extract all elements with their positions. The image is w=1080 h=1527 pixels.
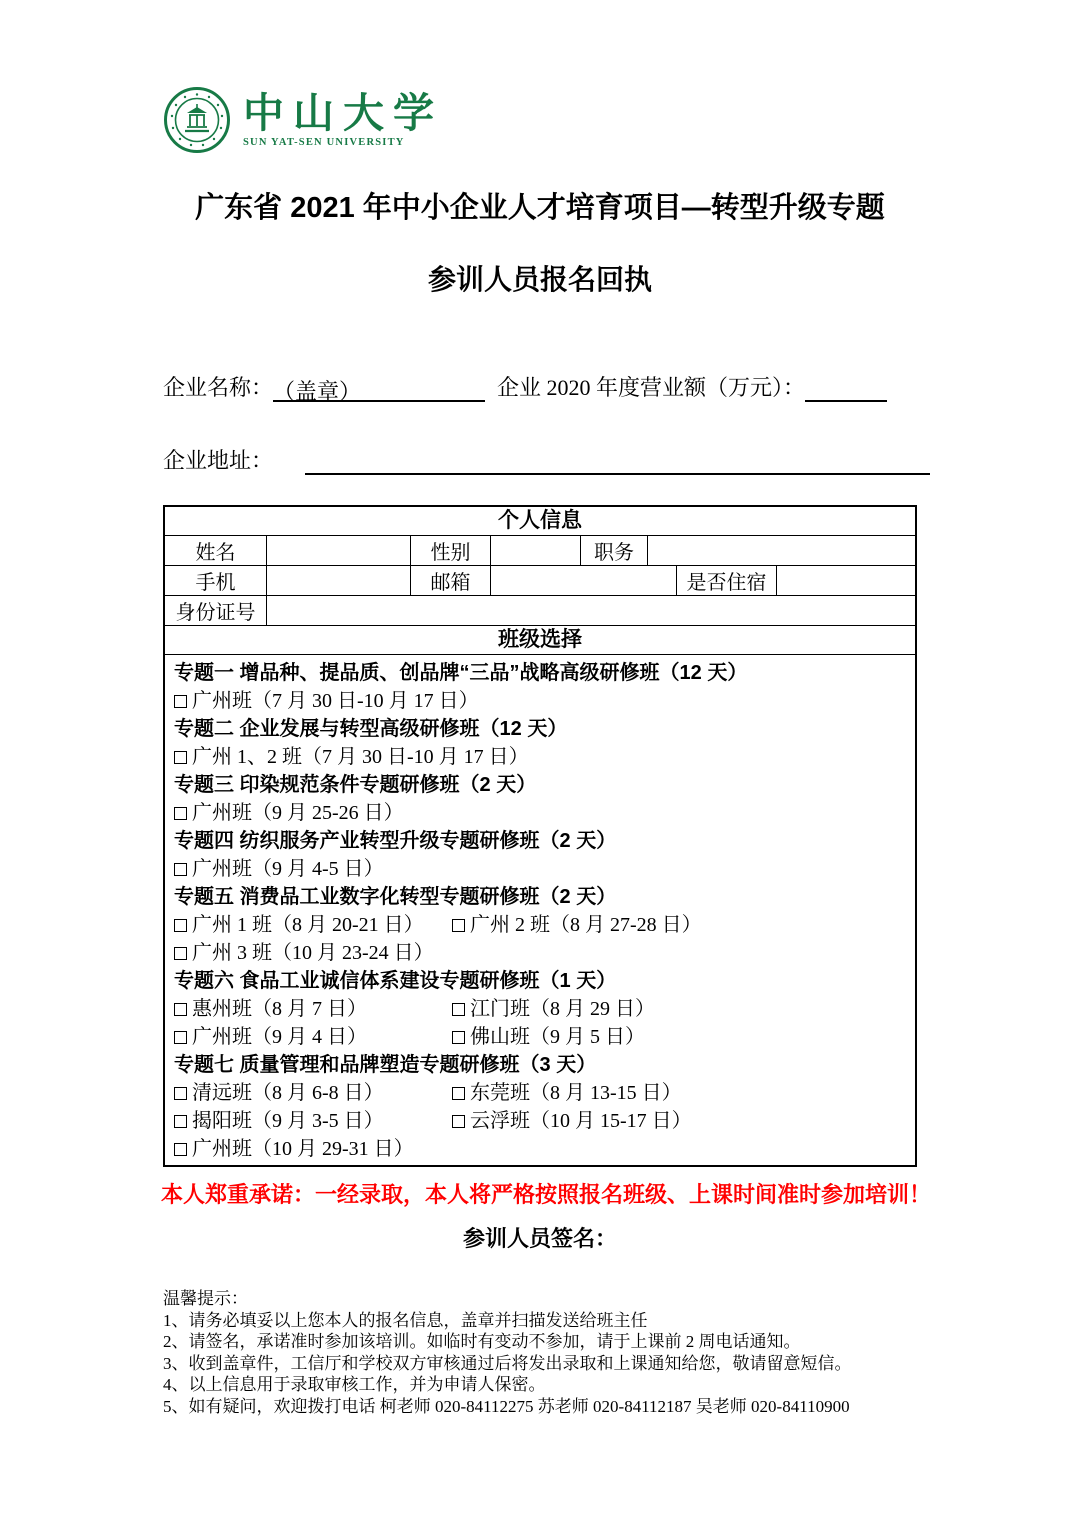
document-title: 广东省 2021 年中小企业人才培育项目—转型升级专题 <box>195 192 885 224</box>
class-option-label: 广州班（9 月 4 日） <box>192 1026 367 1048</box>
class-option-label: 广州班（9 月 25-26 日） <box>192 802 404 824</box>
class-option <box>174 1135 909 1163</box>
mobile-input-cell[interactable] <box>267 566 411 595</box>
email-input-cell[interactable] <box>491 566 677 595</box>
class-option <box>452 1023 909 1051</box>
company-address-label: 企业地址： <box>163 448 274 473</box>
class-option-checkbox[interactable] <box>452 1003 465 1016</box>
commitment-statement: 本人郑重承诺：一经录取，本人将严格按照报名班级、上课时间准时参加培训！ <box>161 1182 932 1207</box>
stamp-hint: （盖章） <box>273 379 362 404</box>
topic-title: 专题二 企业发展与转型高级研修班（12 天） <box>174 718 568 740</box>
mobile-label: 手机 <box>165 566 267 595</box>
class-option <box>174 939 909 967</box>
class-option-checkbox[interactable] <box>452 1031 465 1044</box>
class-option-checkbox[interactable] <box>452 1087 465 1100</box>
class-option-label: 东莞班（8 月 13-15 日） <box>470 1082 682 1104</box>
class-option <box>452 911 909 939</box>
topic-title: 专题六 食品工业诚信体系建设专题研修班（1 天） <box>174 970 617 992</box>
table-row-name <box>165 536 915 566</box>
class-option <box>452 1107 909 1135</box>
class-option-row <box>174 743 909 771</box>
class-option-checkbox[interactable] <box>174 1087 187 1100</box>
gender-input-cell[interactable] <box>491 536 581 565</box>
company-address-blank[interactable] <box>305 448 930 475</box>
class-option <box>174 1023 452 1051</box>
accommodation-label: 是否住宿 <box>677 566 777 595</box>
tips-header: 温馨提示： <box>163 1289 248 1308</box>
class-option-row <box>174 1107 909 1135</box>
class-option-checkbox[interactable] <box>452 919 465 932</box>
gender-label: 性别 <box>411 536 491 565</box>
class-option-label: 云浮班（10 月 15-17 日） <box>470 1110 692 1132</box>
class-option-row <box>174 687 909 715</box>
class-option-label: 广州 1、2 班（7 月 30 日-10 月 17 日） <box>192 746 529 768</box>
class-option-label: 广州班（10 月 29-31 日） <box>192 1138 414 1160</box>
class-option-row <box>174 911 909 939</box>
class-option <box>174 1079 452 1107</box>
class-option <box>174 1107 452 1135</box>
class-option-label: 广州班（7 月 30 日-10 月 17 日） <box>192 690 479 712</box>
logo-english-name: SUN YAT-SEN UNIVERSITY <box>243 137 405 149</box>
id-number-label: 身份证号 <box>165 596 267 625</box>
table-row-contact <box>165 566 915 596</box>
university-logo <box>163 86 443 154</box>
class-option-checkbox[interactable] <box>174 751 187 764</box>
topic-title: 专题四 纺织服务产业转型升级专题研修班（2 天） <box>174 830 617 852</box>
class-option-row <box>174 1023 909 1051</box>
name-label: 姓名 <box>165 536 267 565</box>
accommodation-input-cell[interactable] <box>777 566 915 595</box>
topic-title: 专题五 消费品工业数字化转型专题研修班（2 天） <box>174 886 617 908</box>
class-option-row <box>174 1135 909 1163</box>
class-option-row <box>174 995 909 1023</box>
name-input-cell[interactable] <box>267 536 411 565</box>
class-option-checkbox[interactable] <box>174 919 187 932</box>
class-option-row <box>174 855 909 883</box>
class-option-label: 清远班（8 月 6-8 日） <box>192 1082 384 1104</box>
class-option-label: 广州班（9 月 4-5 日） <box>192 858 384 880</box>
class-option <box>174 911 452 939</box>
class-option-checkbox[interactable] <box>174 1003 187 1016</box>
class-option-label: 广州 2 班（8 月 27-28 日） <box>470 914 702 936</box>
class-option-label: 揭阳班（9 月 3-5 日） <box>192 1110 384 1132</box>
class-option-checkbox[interactable] <box>174 807 187 820</box>
revenue-label: 企业 2020 年度营业额（万元）： <box>497 375 806 400</box>
company-name-label: 企业名称： <box>163 375 274 400</box>
logo-text <box>243 89 443 149</box>
personal-info-header: 个人信息 <box>165 507 915 536</box>
company-name-blank[interactable] <box>273 375 485 402</box>
class-option-label: 广州 1 班（8 月 20-21 日） <box>192 914 424 936</box>
revenue-blank[interactable] <box>805 375 887 402</box>
class-option-checkbox[interactable] <box>174 695 187 708</box>
id-number-input-cell[interactable] <box>267 596 915 625</box>
tip-item: 4、以上信息用于录取审核工作，并为申请人保密。 <box>163 1375 546 1394</box>
class-option-checkbox[interactable] <box>174 1115 187 1128</box>
class-selection-list <box>165 655 915 1165</box>
class-option <box>174 687 909 715</box>
email-label: 邮箱 <box>411 566 491 595</box>
class-option-checkbox[interactable] <box>174 1143 187 1156</box>
topic-title: 专题七 质量管理和品牌塑造专题研修班（3 天） <box>174 1054 597 1076</box>
tip-item: 3、收到盖章件，工信厅和学校双方审核通过后将发出录取和上课通知给您，敬请留意短信。 <box>163 1353 852 1373</box>
class-option-checkbox[interactable] <box>174 1031 187 1044</box>
class-option-label: 惠州班（8 月 7 日） <box>192 998 367 1020</box>
class-option <box>452 1079 909 1107</box>
class-option-row <box>174 799 909 827</box>
tip-item: 5、如有疑问，欢迎拨打电话 柯老师 020-84112275 苏老师 020-84112187 吴老师 020-84110900 <box>163 1396 850 1416</box>
tip-item: 2、请签名，承诺准时参加该培训。如临时有变动不参加，请于上课前 2 周电话通知。 <box>163 1332 801 1351</box>
class-option-label: 江门班（8 月 29 日） <box>470 998 655 1020</box>
topic-title: 专题一 增品种、提品质、创品牌“三品”战略高级研修班（12 天） <box>174 662 748 684</box>
class-option-row <box>174 939 909 967</box>
class-option-checkbox[interactable] <box>174 863 187 876</box>
class-option-row <box>174 1079 909 1107</box>
logo-chinese-name: 中山大学 <box>243 89 443 136</box>
university-seal-icon <box>163 86 231 154</box>
class-option <box>452 995 909 1023</box>
class-option <box>174 799 909 827</box>
class-option <box>174 743 909 771</box>
class-option <box>174 855 909 883</box>
signature-label: 参训人员签名： <box>462 1226 617 1251</box>
company-address-line <box>163 444 930 475</box>
position-input-cell[interactable] <box>648 536 915 565</box>
class-option-checkbox[interactable] <box>174 947 187 960</box>
class-selection-header: 班级选择 <box>165 626 915 655</box>
table-row-id <box>165 596 915 626</box>
class-option-checkbox[interactable] <box>452 1115 465 1128</box>
tip-item: 1、请务必填妥以上您本人的报名信息，盖章并扫描发送给班主任 <box>163 1310 648 1330</box>
class-option-label: 广州 3 班（10 月 23-24 日） <box>192 942 434 964</box>
topic-title: 专题三 印染规范条件专题研修班（2 天） <box>174 774 537 796</box>
personal-info-table <box>163 505 917 1167</box>
position-label: 职务 <box>581 536 648 565</box>
class-option-label: 佛山班（9 月 5 日） <box>470 1026 645 1048</box>
class-option <box>174 995 452 1023</box>
company-info-line <box>163 371 887 402</box>
tips-section <box>163 1288 928 1417</box>
document-subtitle: 参训人员报名回执 <box>427 264 652 295</box>
